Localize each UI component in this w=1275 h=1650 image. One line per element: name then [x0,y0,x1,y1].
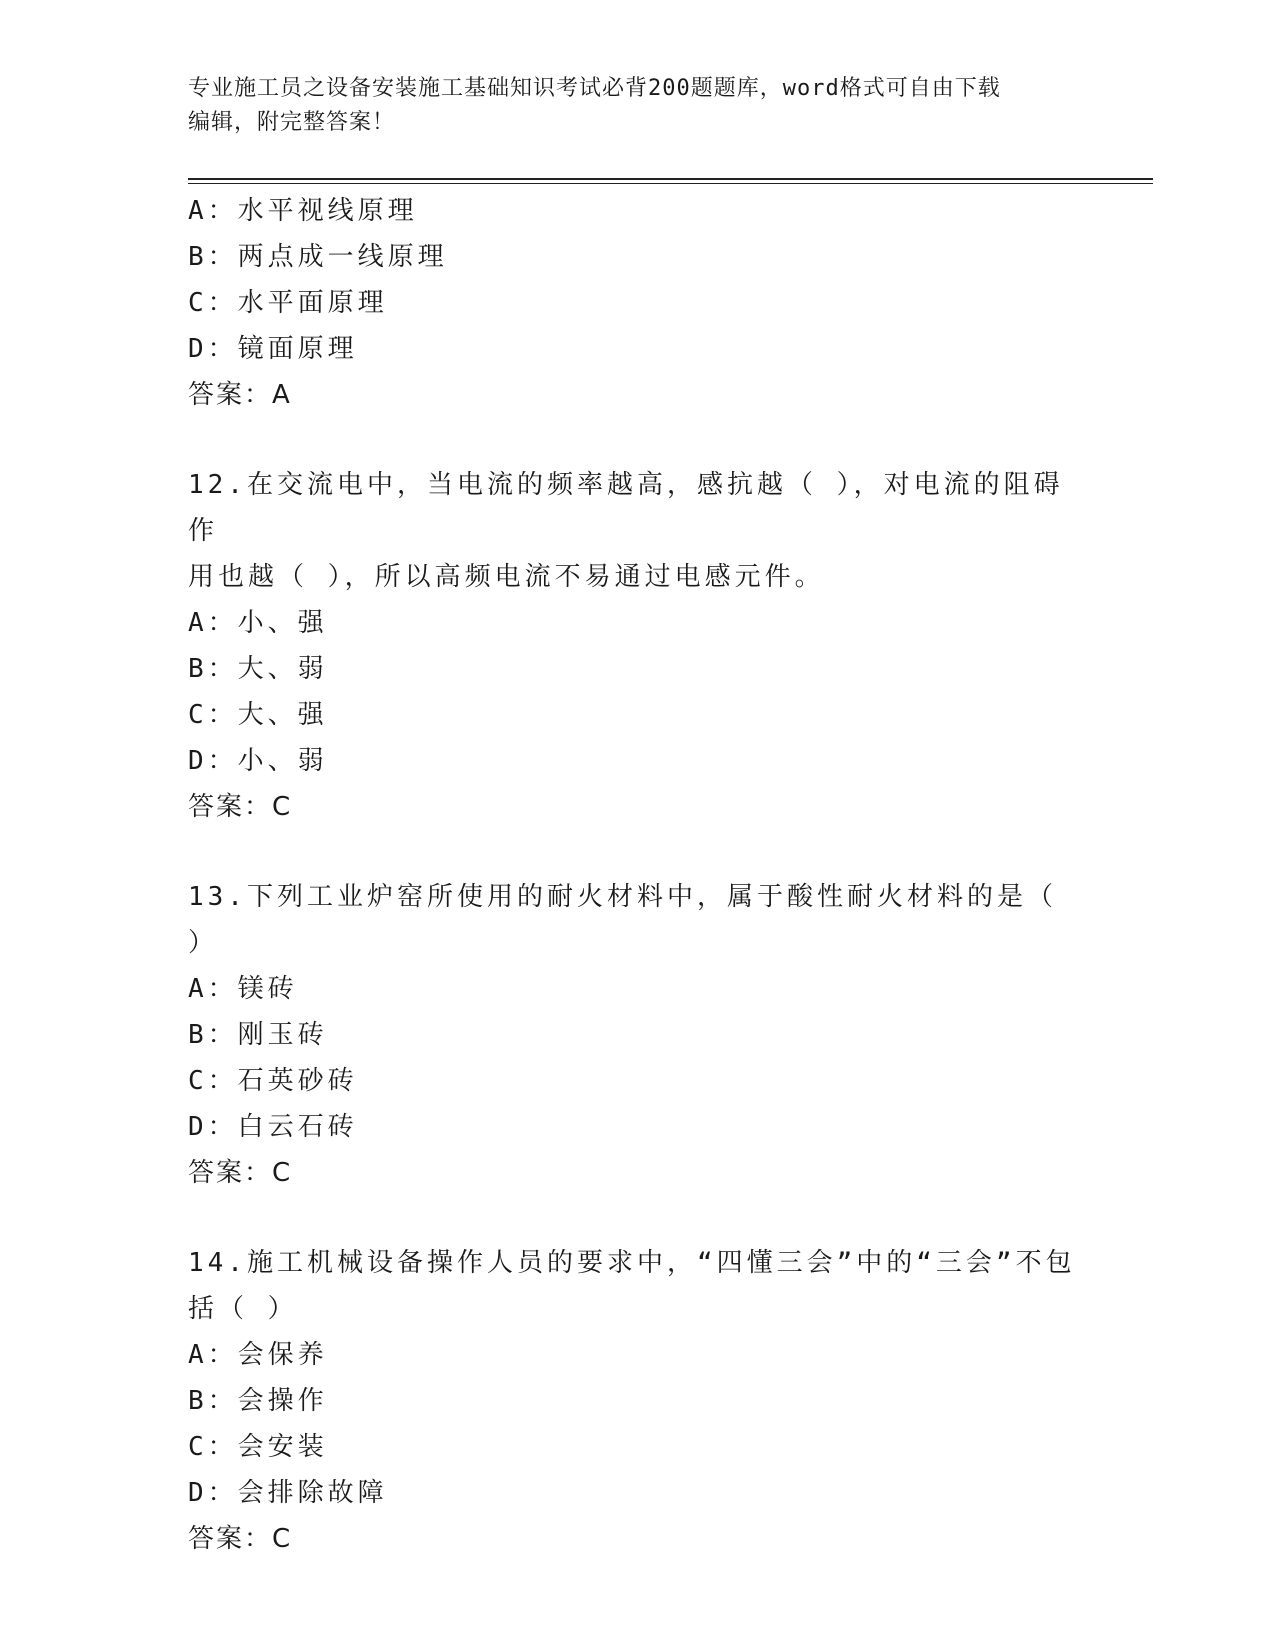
question-stem-line-1: 14.施工机械设备操作人员的要求中，“四懂三会”中的“三会”不包 [188,1248,1076,1278]
option-b: B：会操作 [188,1386,328,1416]
answer: 答案：A [188,380,292,410]
option-a: A：会保养 [188,1340,328,1370]
question-14 [188,1240,1088,1562]
option-d: D：白云石砖 [188,1112,358,1142]
option-b: B：大、弱 [188,654,328,684]
question-list [188,188,1088,1562]
question-stem [188,1240,1088,1332]
option-c: C：水平面原理 [188,288,388,318]
option-c: C：石英砂砖 [188,1066,358,1096]
option-d: D：小、弱 [188,746,328,776]
question-stem-line-2: 括（ ） [188,1294,298,1324]
option-b: B：两点成一线原理 [188,242,448,272]
question-stem-line-1: 13.下列工业炉窑所使用的耐火材料中，属于酸性耐火材料的是（ ） [188,882,1057,958]
answer: 答案：C [188,1158,293,1188]
question-stem-line-1: 12.在交流电中，当电流的频率越高，感抗越（ ），对电流的阻碍作 [188,470,1064,546]
option-d: D：会排除故障 [188,1478,388,1508]
header-line-1: 专业施工员之设备安装施工基础知识考试必背200题题库，word格式可自由下载 [188,76,1001,101]
option-c: C：会安装 [188,1432,328,1462]
option-b: B：刚玉砖 [188,1020,328,1050]
option-a: A：镁砖 [188,974,298,1004]
option-a: A：小、强 [188,608,328,638]
header-line-2: 编辑，附完整答案！ [188,110,396,135]
question-12 [188,462,1088,830]
answer: 答案：C [188,1524,293,1554]
question-stem [188,462,1088,600]
question-13 [188,874,1088,1196]
header-divider-thick [188,178,1153,180]
option-d: D：镜面原理 [188,334,358,364]
question-stem [188,874,1088,966]
option-c: C：大、强 [188,700,328,730]
answer: 答案：C [188,792,293,822]
document-header [188,72,1068,140]
option-a: A：水平视线原理 [188,196,418,226]
question-stem-line-2: 用也越（ ），所以高频电流不易通过电感元件。 [188,562,825,592]
header-divider-thin [188,183,1153,184]
question-11 [188,188,1088,418]
